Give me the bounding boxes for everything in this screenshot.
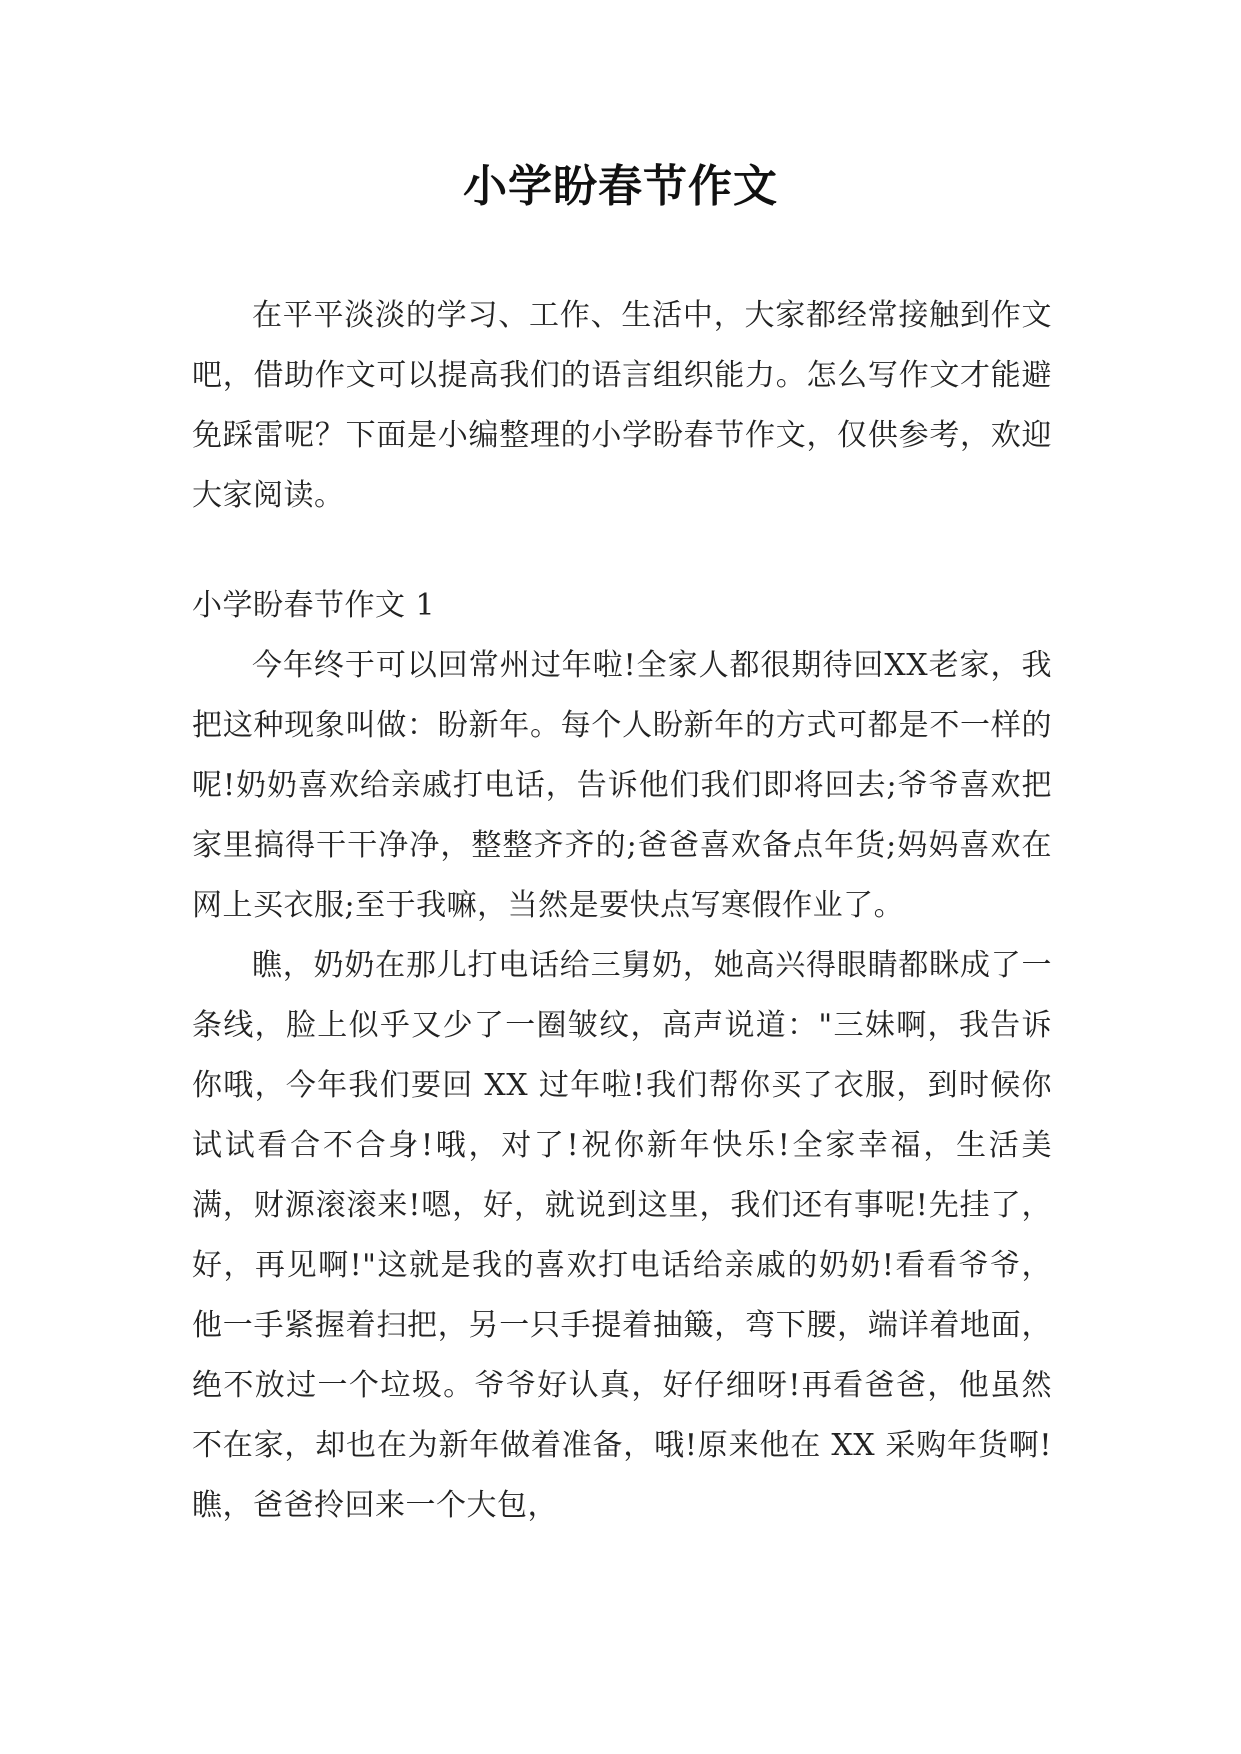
- document-body: [192, 286, 1052, 1536]
- section-heading: 小学盼春节作文 1: [192, 588, 436, 623]
- intro-paragraph: 在平平淡淡的学习、工作、生活中，大家都经常接触到作文吧，借助作文可以提高我们的语言组织能力。怎么写作文才能避免踩雷呢？下面是小编整理的小学盼春节作文，仅供参考，欢迎大家阅读。: [192, 298, 1052, 513]
- document-title: 小学盼春节作文: [463, 161, 778, 212]
- body-paragraph-2: 瞧，奶奶在那儿打电话给三舅奶，她高兴得眼睛都眯成了一条线，脸上似乎又少了一圈皱纹，高声说道："三妹啊，我告诉你哦，今年我们要回 XX 过年啦!我们帮你买了衣服，到时候你试试看合不合身!哦，对了!祝你新年快乐!全家幸福，生活美满，财源滚滚来!嗯，好，就说到这里，我们还有事呢!先挂了，好，再见啊!"这就是我的喜欢打电话给亲戚的奶奶!看看爷爷，他一手紧握着扫把，另一只手提着抽簸，弯下腰，端详着地面，绝不放过一个垃圾。爷爷好认真，好仔细呀!再看爸爸，他虽然不在家，却也在为新年做着准备，哦!原来他在 XX 采购年货啊!瞧，爸爸拎回来一个大包，: [192, 948, 1052, 1523]
- body-paragraph-1: 今年终于可以回常州过年啦!全家人都很期待回XX老家，我把这种现象叫做：盼新年。每个人盼新年的方式可都是不一样的呢!奶奶喜欢给亲戚打电话，告诉他们我们即将回去;爷爷喜欢把家里搞得干干净净，整整齐齐的;爸爸喜欢备点年货;妈妈喜欢在网上买衣服;至于我嘛，当然是要快点写寒假作业了。: [192, 648, 1052, 923]
